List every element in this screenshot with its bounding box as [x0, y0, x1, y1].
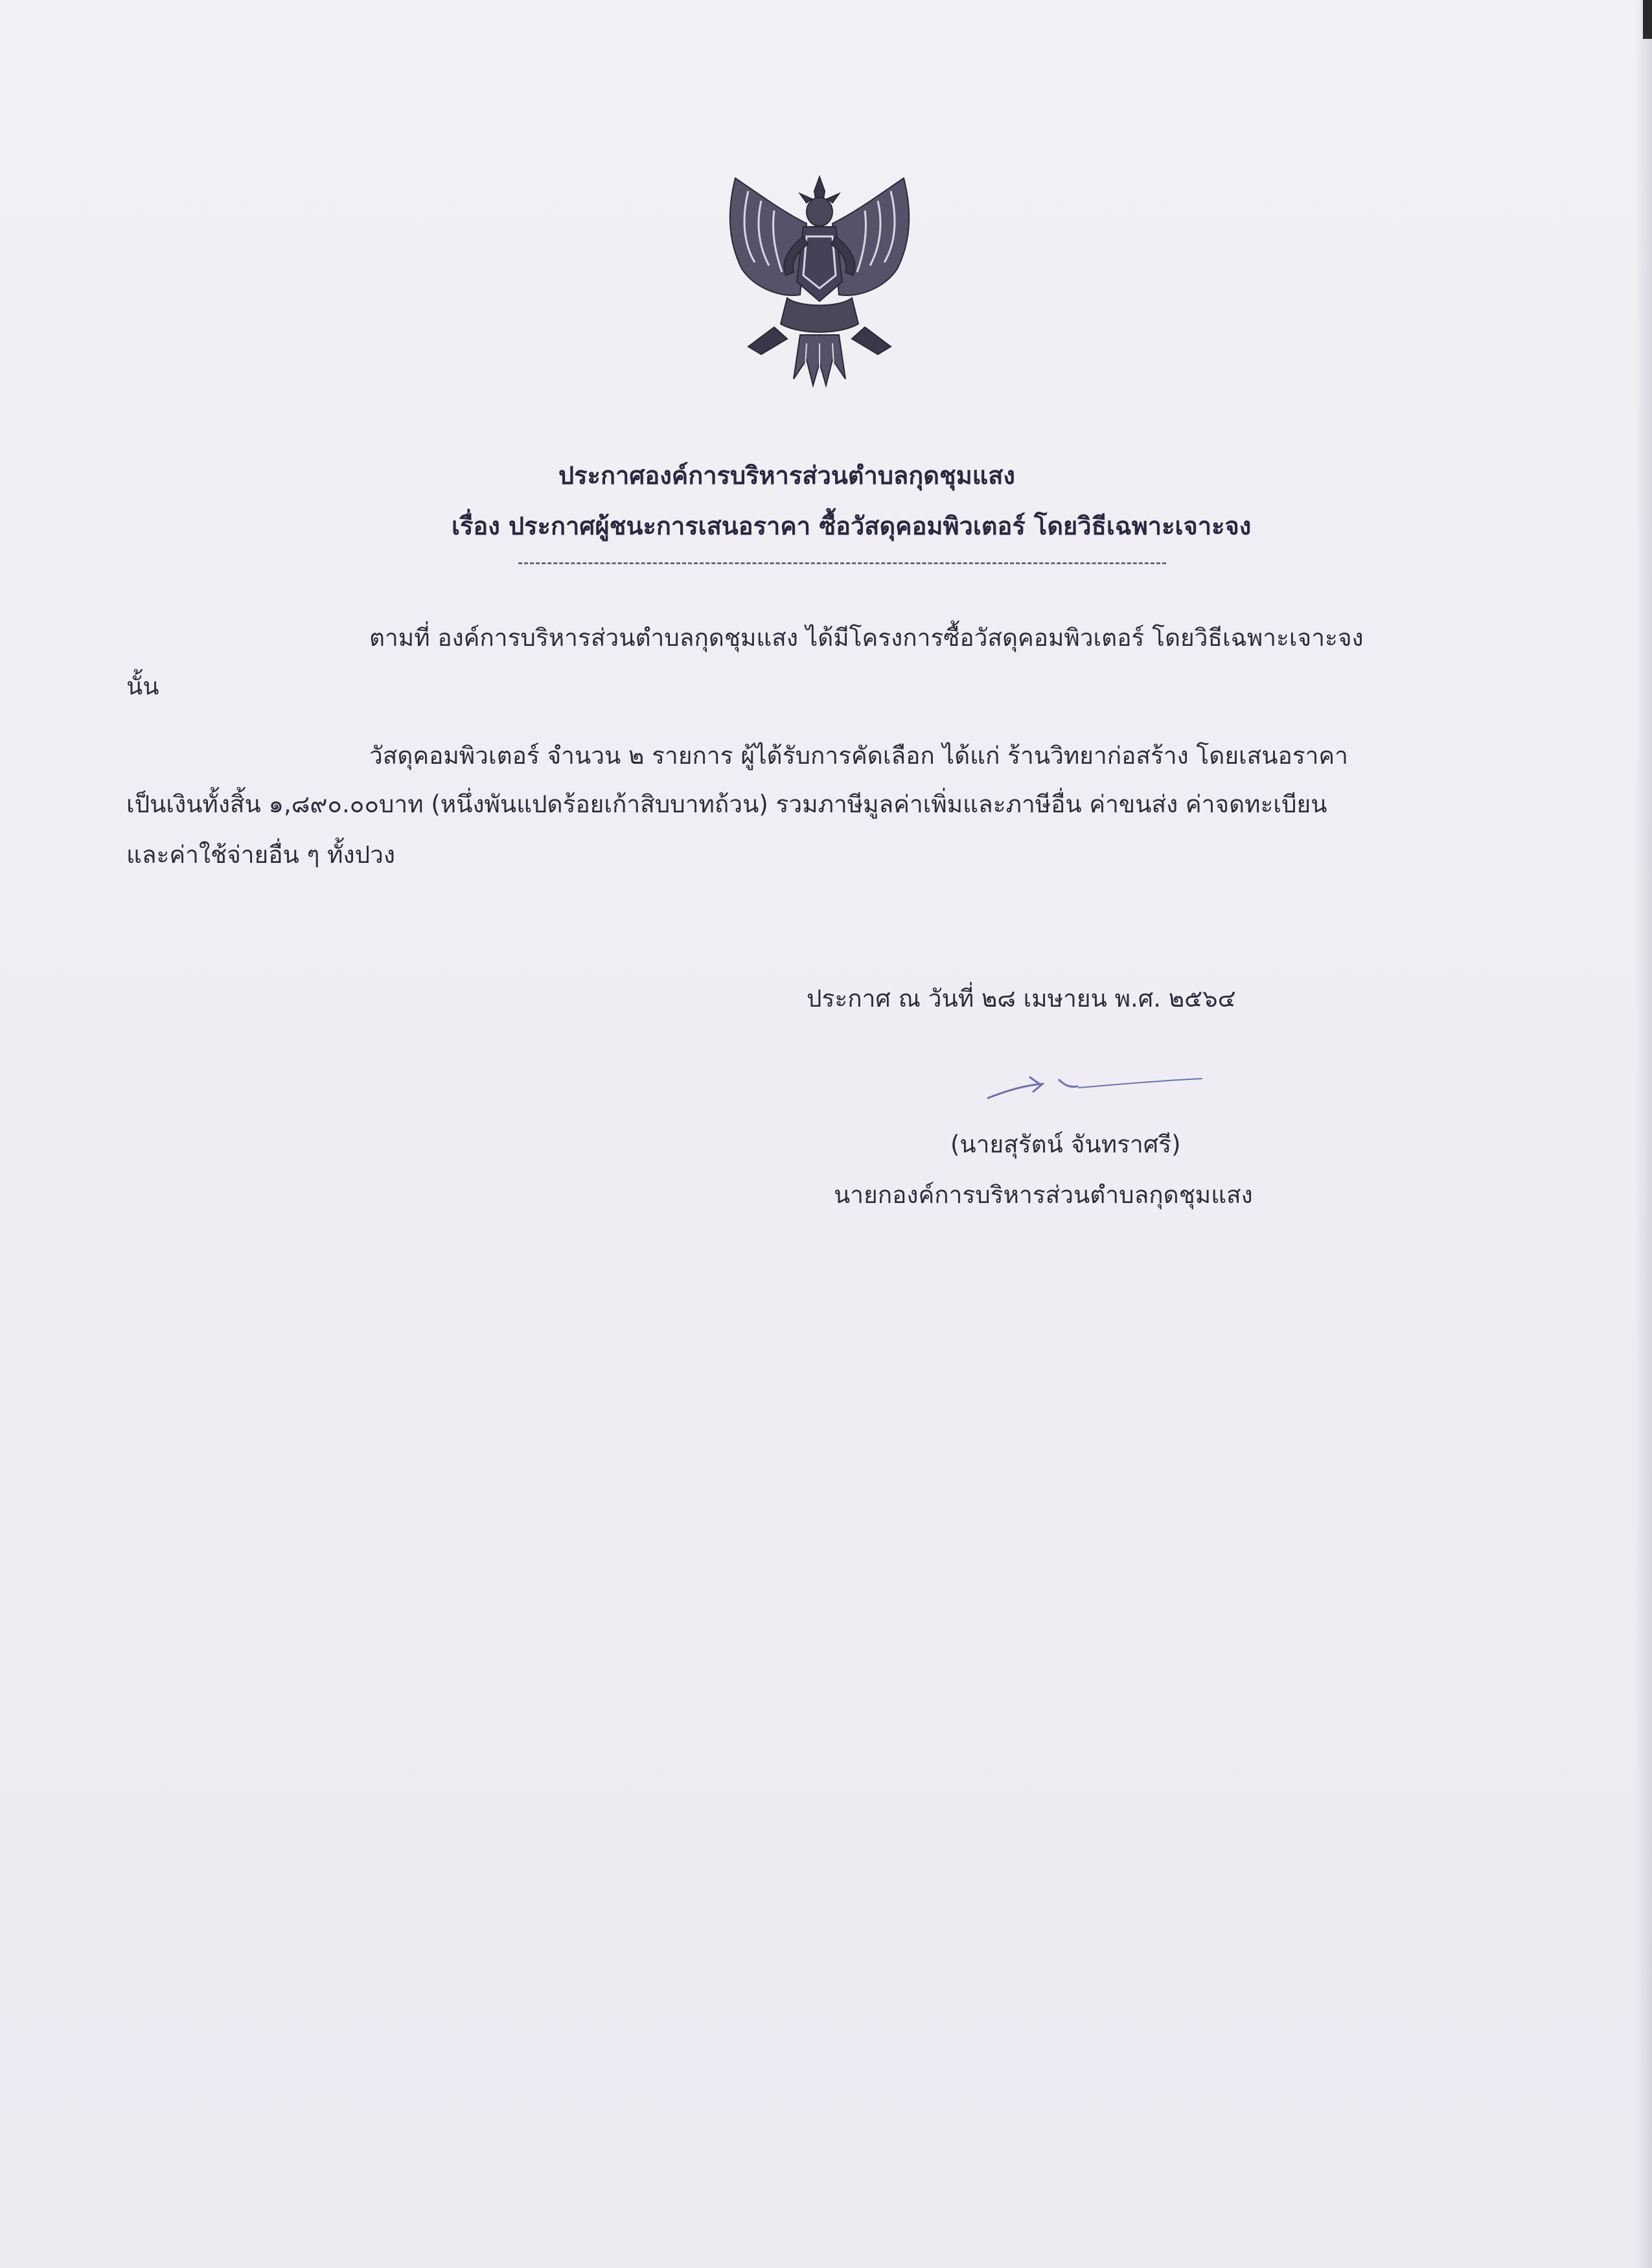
- signer-title: นายกองค์การบริหารส่วนตำบลกุดชุมแสง: [834, 1181, 1253, 1209]
- scan-corner-mark: [1643, 0, 1652, 39]
- announcement-date: ประกาศ ณ วันที่ ๒๘ เมษายน พ.ศ. ๒๕๖๔: [807, 985, 1236, 1013]
- page-edge-shadow: [1635, 0, 1652, 2268]
- paragraph-1-line-1: ตามที่ องค์การบริหารส่วนตำบลกุดชุมแสง ได้มีโครงการซื้อวัสดุคอมพิวเตอร์ โดยวิธีเฉพาะเจาะจง: [369, 624, 1364, 652]
- paragraph-2-line-1: วัสดุคอมพิวเตอร์ จำนวน ๒ รายการ ผู้ได้รับการคัดเลือก ได้แก่ ร้านวิทยาก่อสร้าง โดยเสนอราคา: [369, 742, 1348, 770]
- handwritten-signature: [981, 1066, 1215, 1111]
- paragraph-2-line-3: และค่าใช้จ่ายอื่น ๆ ทั้งปวง: [126, 841, 395, 869]
- signer-name: (นายสุรัตน์ จันทราศรี): [950, 1130, 1181, 1158]
- paragraph-2-line-2: เป็นเงินทั้งสิ้น ๑,๘๙๐.๐๐บาท (หนึ่งพันแปดร้อยเก้าสิบบาทถ้วน) รวมภาษีมูลค่าเพิ่มและภาษีอื่น ค่าขนส่ง ค่าจดทะเบียน: [126, 790, 1327, 818]
- paragraph-1-line-2: นั้น: [126, 672, 159, 700]
- dashed-divider: [518, 562, 1166, 564]
- garuda-emblem-icon: [709, 165, 930, 398]
- announcement-subject: เรื่อง ประกาศผู้ชนะการเสนอราคา ซื้อวัสดุคอมพิวเตอร์ โดยวิธีเฉพาะเจาะจง: [452, 512, 1252, 540]
- announcement-title: ประกาศองค์การบริหารส่วนตำบลกุดชุมแสง: [558, 461, 1015, 490]
